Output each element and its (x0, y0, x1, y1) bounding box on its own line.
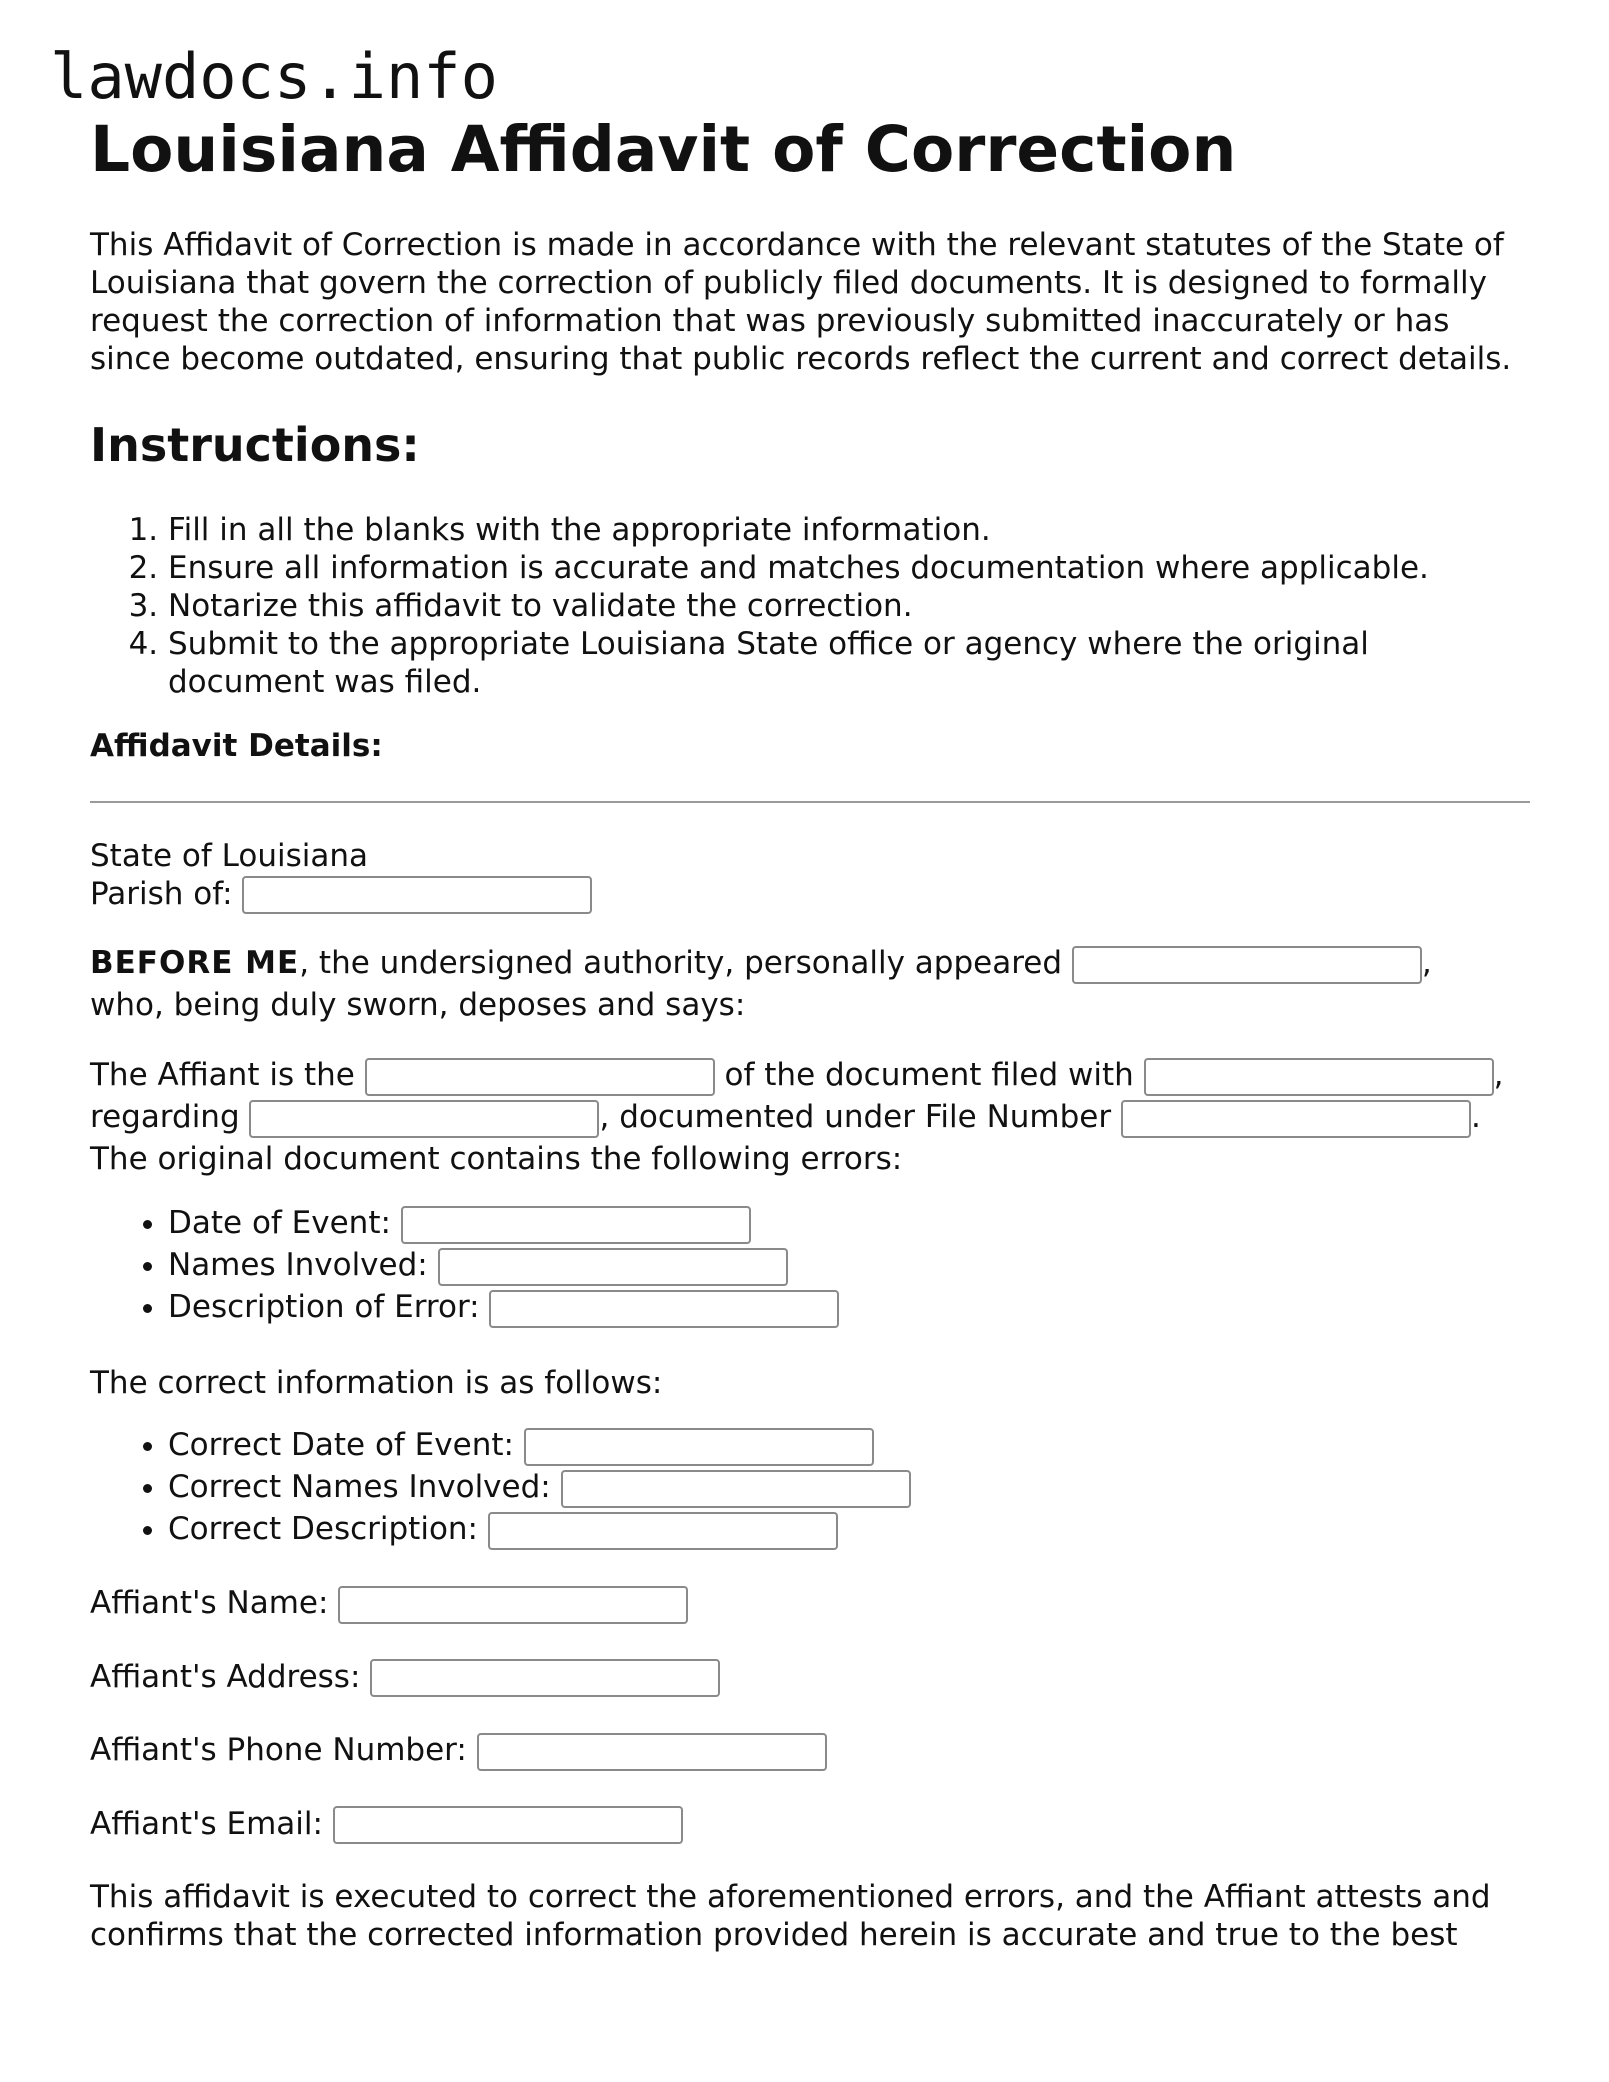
section-divider (90, 801, 1530, 803)
sworn-text: who, being duly sworn, deposes and says: (90, 987, 746, 1024)
affiant-role-field[interactable] (365, 1058, 715, 1096)
instructions-heading: Instructions: (90, 417, 420, 472)
errors-list (90, 1202, 1530, 1328)
names-involved-field[interactable] (438, 1248, 788, 1286)
file-number-field[interactable] (1121, 1100, 1471, 1138)
instruction-item: 4. Submit to the appropriate Louisiana State office or agency where the original document was filed. (168, 625, 1530, 701)
correct-description-field[interactable] (488, 1512, 838, 1550)
instructions-list (90, 511, 1530, 701)
affiant-address-line (90, 1658, 1530, 1698)
instruction-item: 2. Ensure all information is accurate and matches documentation where applicable. (168, 549, 1530, 587)
before-me-paragraph (90, 942, 1530, 1026)
closing-paragraph: This affidavit is executed to correct the aforementioned errors, and the Affiant attests and confirms that the corrected information provided herein is accurate and true to the best (90, 1879, 1491, 1954)
affiant-phone-field[interactable] (477, 1733, 827, 1771)
before-me-text: , the undersigned authority, personally appeared (299, 945, 1072, 982)
period: . (1470, 1099, 1481, 1136)
parish-label: Parish of: (90, 875, 233, 912)
parish-line (90, 875, 1530, 915)
instruction-item: 3. Notarize this affidavit to validate the correction. (168, 587, 1530, 625)
affiant-name-label: Affiant's Name: (90, 1585, 329, 1622)
correction-item: • Correct Date of Event: (168, 1424, 1530, 1466)
corrections-list (90, 1424, 1530, 1550)
affiant-email-line (90, 1805, 1530, 1845)
filed-with-field[interactable] (1144, 1058, 1494, 1096)
file-number-text: , documented under File Number (599, 1099, 1121, 1136)
correction-item: • Correct Description: (168, 1508, 1530, 1550)
state-line: State of Louisiana (90, 837, 369, 874)
appeared-name-field[interactable] (1072, 946, 1422, 984)
affiant-name-line (90, 1584, 1530, 1624)
site-watermark: lawdocs.info (50, 40, 498, 113)
affiant-email-label: Affiant's Email: (90, 1805, 323, 1842)
instruction-item: 1. Fill in all the blanks with the appropriate information. (168, 511, 1530, 549)
correction-item: • Correct Names Involved: (168, 1466, 1530, 1508)
details-heading: Affidavit Details: (90, 727, 383, 764)
date-of-event-field[interactable] (401, 1206, 751, 1244)
affiant-phone-line (90, 1731, 1530, 1771)
affiant-address-field[interactable] (370, 1659, 720, 1697)
correct-intro: The correct information is as follows: (90, 1365, 663, 1402)
affiant-address-label: Affiant's Address: (90, 1658, 361, 1695)
regarding-field[interactable] (249, 1100, 599, 1138)
affiant-phone-label: Affiant's Phone Number: (90, 1732, 467, 1769)
affiant-role-paragraph (90, 1054, 1530, 1180)
comma: , (1421, 945, 1432, 982)
affiant-name-field[interactable] (338, 1586, 688, 1624)
comma: , (1493, 1057, 1504, 1094)
regarding-text: regarding (90, 1099, 250, 1136)
filed-with-text: of the document filed with (714, 1057, 1144, 1094)
error-item: • Description of Error: (168, 1286, 1530, 1328)
errors-intro-text: The original document contains the following errors: (90, 1141, 903, 1178)
parish-field[interactable] (242, 876, 592, 914)
description-of-error-field[interactable] (489, 1290, 839, 1328)
error-item: • Date of Event: (168, 1202, 1530, 1244)
intro-paragraph: This Affidavit of Correction is made in accordance with the relevant statutes of the State of Louisiana that govern the correction of publicly filed documents. It is designed to formally request the correction of information that was previously submitted inaccurately or has since become outdated, ensuring that public records reflect the current and correct details. (90, 226, 1512, 377)
before-me-label: BEFORE ME (90, 945, 300, 982)
document-content (90, 112, 1530, 1954)
affiant-is-text: The Affiant is the (90, 1057, 365, 1094)
correct-date-field[interactable] (524, 1428, 874, 1466)
document-title: Louisiana Affidavit of Correction (90, 113, 1237, 186)
correct-names-field[interactable] (561, 1470, 911, 1508)
affiant-email-field[interactable] (333, 1806, 683, 1844)
error-item: • Names Involved: (168, 1244, 1530, 1286)
